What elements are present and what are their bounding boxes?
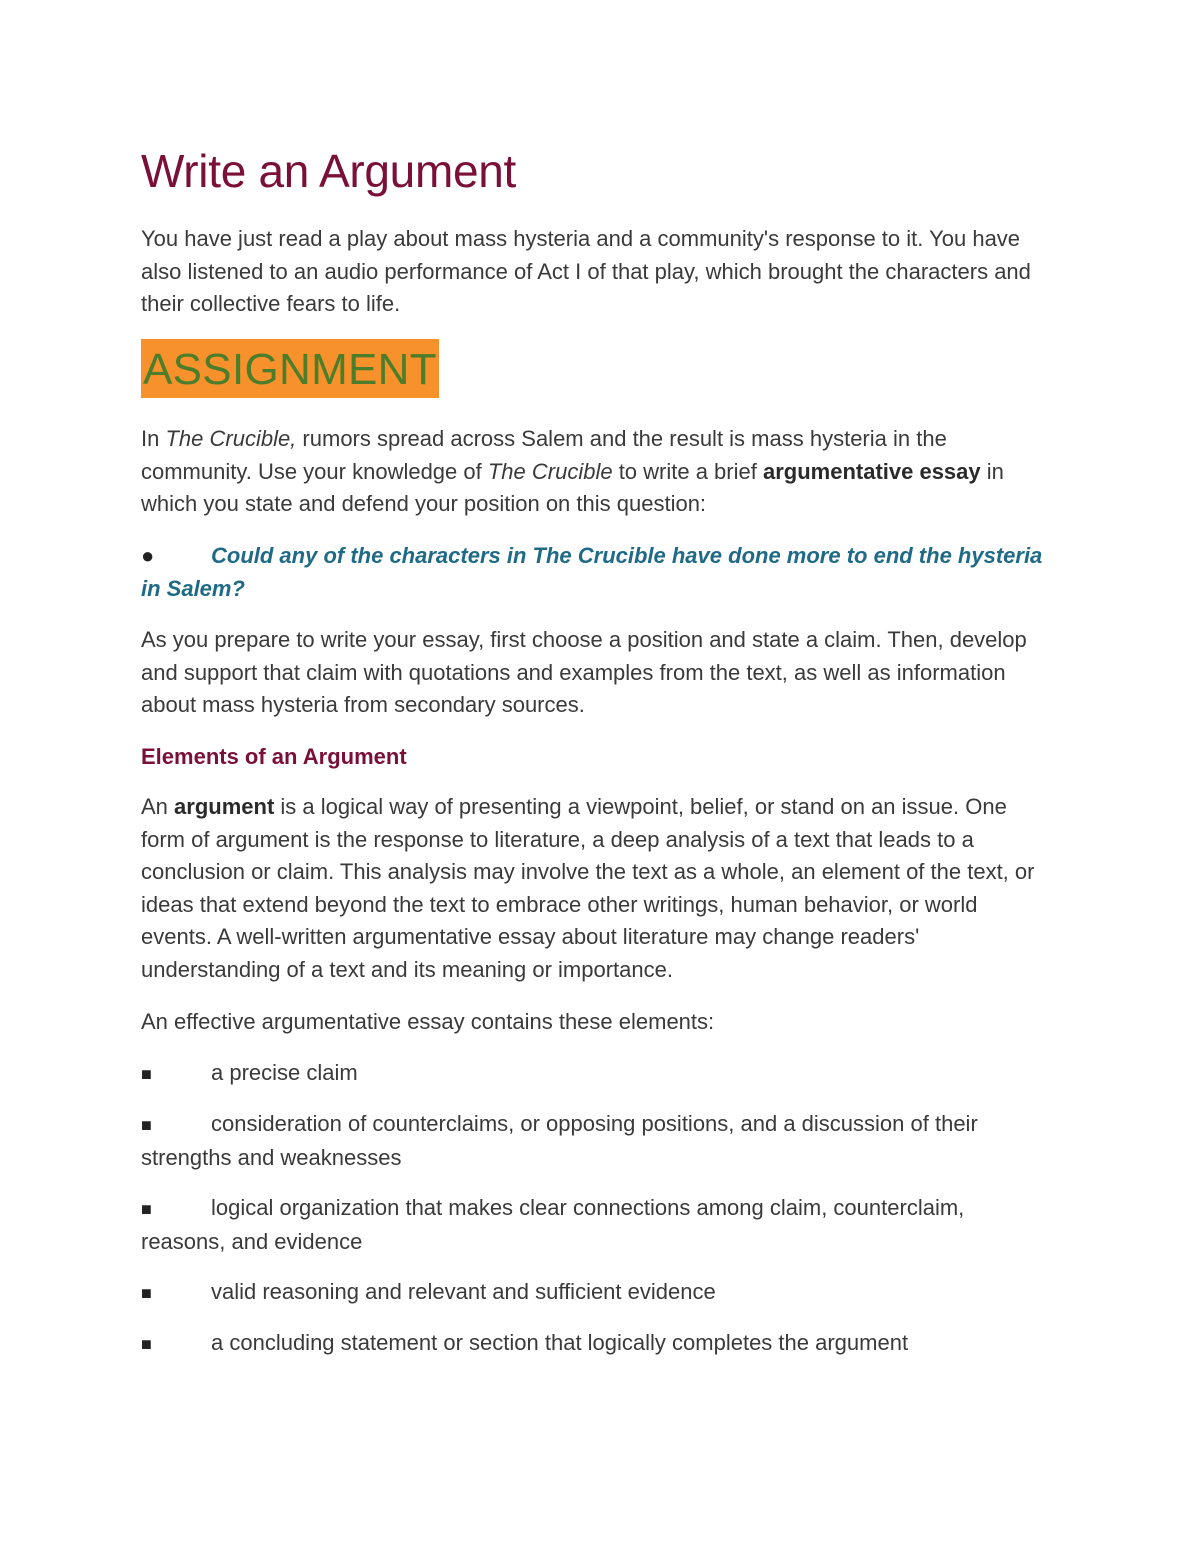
square-bullet-icon: ■ [141,1064,152,1084]
list-item-text: valid reasoning and relevant and sufficient evidence [211,1279,716,1304]
list-item-text: a precise claim [211,1060,358,1085]
page-title: Write an Argument [141,145,517,197]
assignment-banner: ASSIGNMENT [141,339,439,398]
intro-paragraph: You have just read a play about mass hysteria and a community's response to it. You have also listened to an audio performance of Act I of that play, which brought the characters and their collective fears to life. [141,226,1031,316]
list-item [141,1276,1051,1310]
argument-bold: argument [174,794,275,819]
square-bullet-icon: ■ [141,1115,152,1135]
square-bullet-icon: ■ [141,1334,152,1354]
list-item-text: consideration of counterclaims, or opposing positions, and a discussion of their strengths and weaknesses [141,1111,978,1170]
list-item-text: logical organization that makes clear connections among claim, counterclaim, reasons, and evidence [141,1195,965,1254]
assignment-text-1: In [141,426,166,451]
essay-question [141,540,1051,605]
essay-question-text: Could any of the characters in The Crucible have done more to end the hysteria in Salem? [141,543,1043,601]
assignment-text-2: rumors spread across Salem and the result is mass hysteria in the community. Use your knowledge of [141,426,947,484]
list-item [141,1192,1051,1258]
assignment-text-3: to write a brief [612,458,763,484]
assignment-text-4: in which you state and defend your position on this question: [141,458,1004,516]
list-item [141,1057,1051,1091]
list-item [141,1327,1051,1361]
elements-heading: Elements of an Argument [141,744,407,769]
bullet-dot-icon: ● [141,543,155,568]
assignment-paragraph [141,423,1051,521]
effective-intro: An effective argumentative essay contains these elements: [141,1009,715,1034]
list-item-text: a concluding statement or section that logically completes the argument [211,1330,909,1355]
argument-text-2: is a logical way of presenting a viewpoint, belief, or stand on an issue. One form of argument is the response to literature, a deep analysis of a text that leads to a conclusion or claim. This analysis may involve the text as a whole, an element of the text, or ideas that extend beyond the text to embrace other writings, human behavior, or world events. A well-written argumentative essay about literature may change readers' understanding of a text and its meaning or importance. [141,794,1035,982]
list-item [141,1108,1051,1174]
square-bullet-icon: ■ [141,1283,152,1303]
argumentative-essay-bold: argumentative essay [762,458,981,484]
square-bullet-icon: ■ [141,1199,152,1219]
prepare-paragraph: As you prepare to write your essay, first choose a position and state a claim. Then, develop and support that claim with quotations and examples from the text, as well as information about mass hysteria from secondary sources. [141,627,1027,717]
argument-paragraph [141,791,1051,986]
argument-text-1: An [141,794,175,819]
crucible-title-italic: The Crucible, [165,426,297,451]
crucible-title-italic-2: The Crucible [487,458,613,484]
